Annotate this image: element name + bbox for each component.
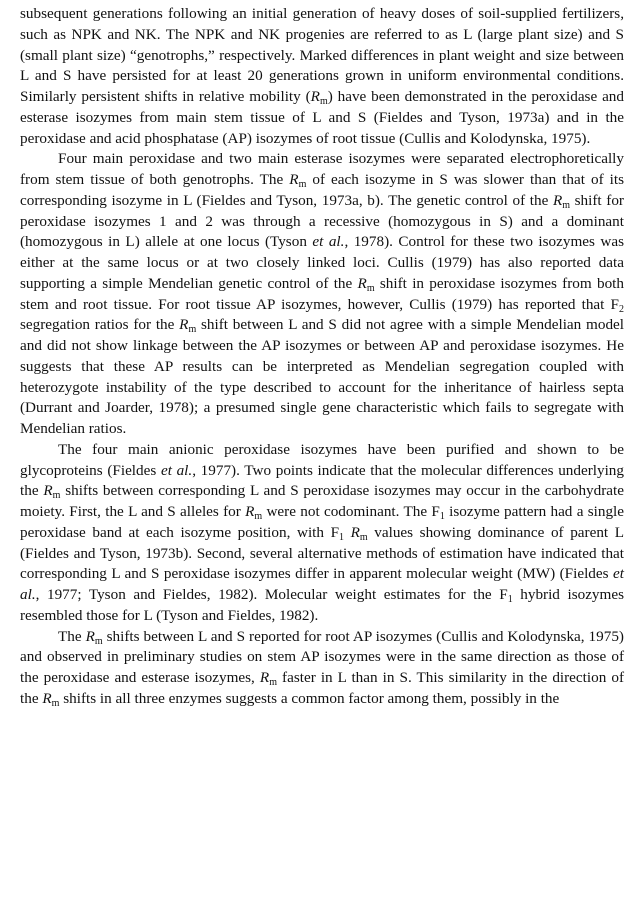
text-run: ) have been demonstrated in the peroxidase and esterase isozymes from main stem tissue of L and S (Fieldes and Tyson, 1973a) and in the peroxidase and acid phosphatase (AP) isozymes of root tissue (Cullis and Kolodynska, 1975).: [20, 88, 624, 147]
italic-text: R: [179, 316, 189, 334]
italic-text: R: [85, 627, 95, 645]
text-run: shifts between corresponding L and S peroxidase isozymes may occur in the carbohydrate moiety. First, the L and S alleles for: [20, 482, 624, 520]
italic-text: R: [552, 191, 563, 209]
text-run: shift between L and S did not agree with a simple Mendelian model and did not show linkage between the AP isozymes or between AP and peroxidase isozymes. He suggests that these AP results can be interpreted as Mendelian segregation coupled with heterozygote instability of the type described to account for the inheritance of hairless septa (Durrant and Joarder, 1978); a presumed single gene characteristic which fails to segregate with Mendelian ratios.: [20, 316, 624, 437]
text-run: of each isozyme in S was slower than that of its corresponding isozyme in L (Fieldes and Tyson, 1973a, b). The genetic control of the: [20, 171, 625, 209]
subscript: m: [188, 324, 197, 336]
italic-text: R: [259, 669, 270, 686]
text-run: values showing dominance of parent L (Fieldes and Tyson, 1973b). Second, several alternative methods of estimation have indicated that corresponding L and S peroxidase isozymes differ in apparent molecular weight (MW) (Fieldes: [20, 523, 625, 583]
text-run: The four main anionic peroxidase isozymes have been purified and shown to be glycoproteins (Fieldes: [20, 440, 624, 479]
italic-text: R: [310, 88, 320, 105]
text-run: , 1978). Control for these two isozymes was either at the same locus or at two closely linked loci. Cullis (1979) has also reported data supporting a simple Mendelian genetic control of the: [20, 233, 624, 292]
italic-text: R: [357, 274, 367, 292]
subscript: 1: [339, 531, 345, 543]
subscript: m: [366, 282, 375, 294]
text-run: shift in peroxidase isozymes from both stem and root tissue. For root tissue AP isozymes, however, Cullis (1979) has reported that F: [20, 274, 624, 313]
subscript: m: [254, 511, 263, 522]
italic-text: et al.: [312, 233, 345, 251]
paragraph: [20, 149, 624, 440]
subscript: 2: [619, 303, 624, 315]
text-run: were not codominant. The F: [262, 503, 440, 520]
text-run: [344, 524, 351, 541]
text-run: hybrid isozymes resembled those for L (Tyson and Fieldes, 1982).: [20, 586, 624, 624]
text-run: shift for peroxidase isozymes 1 and 2 was through a recessive (homozygous in S) and a dominant (homozygous in L) allele at one locus (Tyson: [20, 191, 624, 251]
paragraph: [20, 627, 624, 710]
text-run: The: [58, 627, 86, 645]
subscript: m: [562, 199, 571, 211]
subscript: m: [298, 179, 307, 190]
paragraph: [20, 4, 624, 149]
subscript: m: [52, 490, 61, 502]
subscript: m: [51, 697, 60, 709]
subscript: m: [269, 677, 277, 688]
text-run: shifts in all three enzymes suggests a common factor among them, possibly in the: [59, 689, 560, 707]
italic-text: R: [245, 503, 255, 520]
italic-text: et al.: [160, 461, 193, 479]
italic-text: R: [42, 689, 52, 707]
text-run: segregation ratios for the: [20, 316, 180, 334]
subscript: m: [94, 635, 103, 647]
italic-text: R: [350, 523, 360, 541]
text-run: Four main peroxidase and two main esterase isozymes were separated electrophoretically from stem tissue of both genotrophs. The: [20, 150, 624, 188]
subscript: m: [319, 96, 328, 107]
body-text: [20, 4, 624, 710]
text-run: isozyme pattern had a single peroxidase band at each isozyme position, with F: [20, 503, 624, 541]
subscript: 1: [507, 594, 513, 605]
document-page: [20, 4, 624, 710]
italic-text: R: [289, 171, 299, 188]
subscript: m: [359, 531, 368, 543]
italic-text: R: [43, 482, 53, 500]
text-run: shifts between L and S reported for root AP isozymes (Cullis and Kolodynska, 1975) and observed in preliminary studies on stem AP isozymes were in the same direction as those of the peroxidase and esterase isozymes,: [20, 627, 624, 686]
paragraph: [20, 440, 624, 627]
text-run: faster in L than in S. This similarity in the direction of the: [20, 669, 624, 707]
subscript: 1: [439, 511, 445, 522]
italic-text: et al.: [20, 565, 624, 603]
text-run: , 1977; Tyson and Fieldes, 1982). Molecular weight estimates for the F: [35, 586, 508, 603]
text-run: subsequent generations following an initial generation of heavy doses of soil-supplied fertilizers, such as NPK and NK. The NPK and NK progenies are referred to as L (large plant size) and S (small plant size) “genotrophs,” respectively. Marked differences in plant weight and size between L and S have persisted for at least 20 generations grown in uniform environmental conditions. Similarly persistent shifts in relative mobility (: [20, 5, 624, 105]
text-run: , 1977). Two points indicate that the molecular differences underlying the: [20, 461, 624, 500]
